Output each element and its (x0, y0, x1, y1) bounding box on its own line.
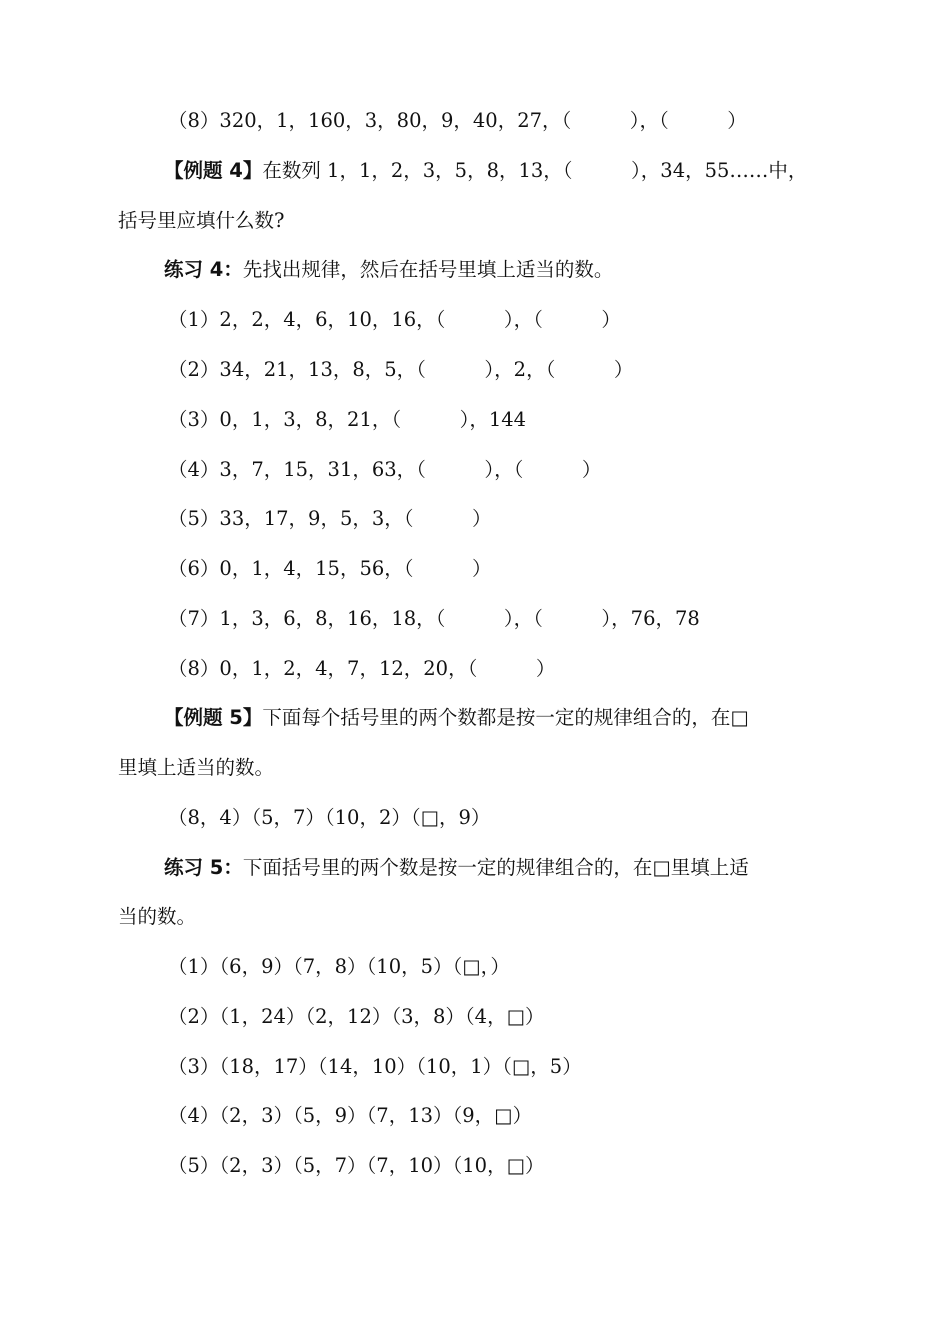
exercise-5-label: 练习 5： (164, 856, 243, 879)
exercise-4-item-4: （4）3，7，15，31，63，（ ），（ ） (168, 458, 602, 481)
exercise-5-item-3: （3）（18，17）（14，10）（10，1）（□，5） (168, 1055, 582, 1078)
example-4-text: 在数列 1，1，2，3，5，8，13，（ ），34，55……中， (262, 159, 808, 182)
exercise-5-heading (164, 854, 749, 882)
exercise-5-item-5: （5）（2，3）（5，7）（7，10）（10，□） (168, 1154, 545, 1177)
example-5-pairs: （8，4）（5，7）（10，2）（□，9） (168, 806, 491, 829)
exercise-4-label: 练习 4： (164, 258, 243, 281)
exercise-3-item-8: （8）320，1，160，3，80，9，40，27，（ ），（ ） (168, 109, 747, 132)
exercise-4-item-7: （7）1，3，6，8，16，18，（ ），（ ），76，78 (168, 607, 700, 630)
exercise-4-item-2: （2）34，21，13，8，5，（ ），2，（ ） (168, 358, 634, 381)
example-4-question: 括号里应填什么数? (118, 209, 285, 232)
exercise-4-heading (164, 256, 613, 284)
exercise-4-item-5: （5）33，17，9，5，3，（ ） (168, 507, 492, 530)
example-4-label: 【例题 4】 (164, 159, 263, 182)
example-4-statement (164, 157, 807, 185)
example-5-statement (164, 704, 749, 732)
example-5-text: 下面每个括号里的两个数都是按一定的规律组合的，在□ (262, 706, 749, 729)
example-5-continuation: 里填上适当的数。 (118, 756, 275, 779)
exercise-5-item-4: （4）（2，3）（5，9）（7，13）（9，□） (168, 1104, 533, 1127)
exercise-5-continuation: 当的数。 (118, 905, 197, 928)
exercise-4-item-8: （8）0，1，2，4，7，12，20，（ ） (168, 657, 556, 680)
exercise-5-item-2: （2）（1，24）（2，12）（3，8）（4，□） (168, 1005, 545, 1028)
exercise-4-item-6: （6）0，1，4，15，56，（ ） (168, 557, 492, 580)
example-5-label: 【例题 5】 (164, 706, 263, 729)
exercise-5-item-1: （1）（6，9）（7，8）（10，5）（□，） (168, 955, 510, 978)
exercise-4-item-3: （3）0，1，3，8，21，（ ），144 (168, 408, 527, 431)
exercise-4-item-1: （1）2，2，4，6，10，16，（ ），（ ） (168, 308, 621, 331)
exercise-5-instruction: 下面括号里的两个数是按一定的规律组合的，在□里填上适 (242, 856, 749, 879)
exercise-4-instruction: 先找出规律，然后在括号里填上适当的数。 (242, 258, 614, 281)
